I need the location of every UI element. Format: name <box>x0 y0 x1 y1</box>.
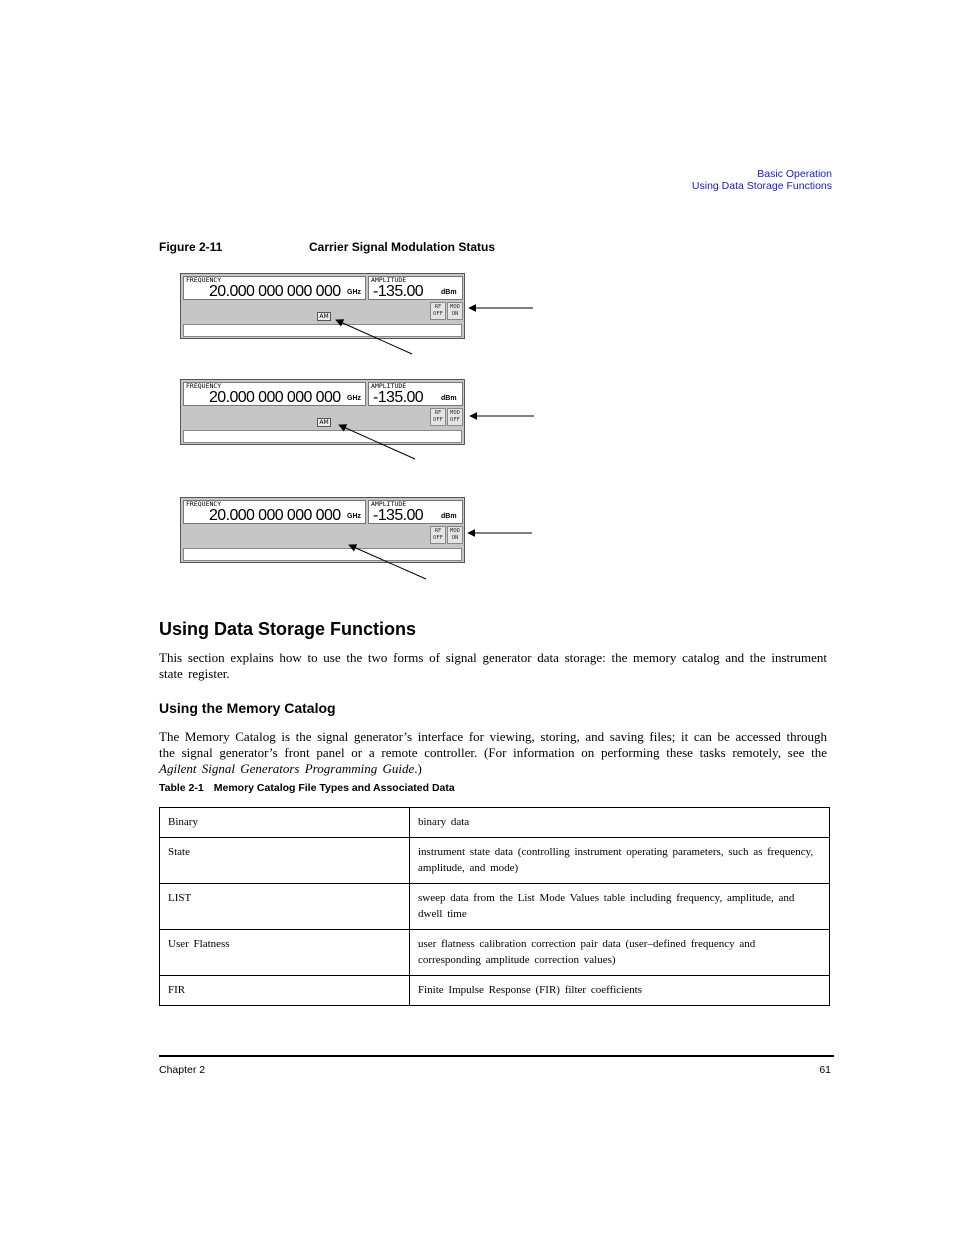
amplitude-value: -135.00 <box>373 507 424 524</box>
subsection-heading: Using the Memory Catalog <box>159 700 336 716</box>
data-cell: binary data <box>410 808 830 838</box>
file-type-cell: FIR <box>160 976 410 1006</box>
amplitude-unit: dBm <box>441 289 457 296</box>
figure-number: Figure 2-11 <box>159 240 223 254</box>
table-row <box>160 838 830 884</box>
data-cell: user flatness calibration correction pair data (user–defined frequency and corresponding amplitude correction values) <box>410 930 830 976</box>
amplitude-unit: dBm <box>441 513 457 520</box>
frequency-unit: GHz <box>347 395 361 402</box>
data-cell: sweep data from the List Mode Values table including frequency, amplitude, and dwell time <box>410 884 830 930</box>
data-cell: Finite Impulse Response (FIR) filter coefficients <box>410 976 830 1006</box>
arrow-am-2 <box>339 425 415 459</box>
frequency-unit: GHz <box>347 513 361 520</box>
table-row <box>160 884 830 930</box>
table-row <box>160 930 830 976</box>
memory-catalog-table <box>159 807 830 1006</box>
arrow-no-annunciator-3 <box>349 545 426 579</box>
am-annunciator: AM <box>317 418 331 427</box>
rf-status-indicator: RF OFF <box>430 302 446 320</box>
rf-status-indicator: RF OFF <box>430 408 446 426</box>
frequency-label: FREQUENCY <box>186 500 222 508</box>
paragraph-text: The Memory Catalog is the signal generator’s interface for viewing, storing, and saving files; it can be accessed through the signal generator’s front panel or a remote controller. (For information on performing these tasks remotely, see the <box>159 729 827 760</box>
memory-catalog-paragraph <box>159 729 827 777</box>
file-type-cell: User Flatness <box>160 930 410 976</box>
frequency-unit: GHz <box>347 289 361 296</box>
amplitude-value: -135.00 <box>373 283 424 300</box>
table-title: Memory Catalog File Types and Associated Data <box>213 782 455 794</box>
frequency-value: 20.000 000 000 000 <box>209 389 341 406</box>
mod-status-indicator: MOD ON <box>447 302 463 320</box>
arrow-am-1 <box>336 320 412 354</box>
section-intro: This section explains how to use the two forms of signal generator data storage: the memory catalog and the instrument state register. <box>159 650 827 681</box>
table-row <box>160 976 830 1006</box>
file-type-cell: State <box>160 838 410 884</box>
amplitude-label: AMPLITUDE <box>371 500 407 508</box>
paragraph-end: .) <box>414 761 422 776</box>
frequency-value: 20.000 000 000 000 <box>209 283 341 300</box>
mod-status-indicator: MOD OFF <box>447 408 463 426</box>
file-type-cell: Binary <box>160 808 410 838</box>
mod-status-indicator: MOD ON <box>447 526 463 544</box>
table-row <box>160 808 830 838</box>
am-annunciator: AM <box>317 312 331 321</box>
rf-status-indicator: RF OFF <box>430 526 446 544</box>
amplitude-unit: dBm <box>441 395 457 402</box>
footer-rule <box>159 1055 834 1057</box>
header-subsection: Using Data Storage Functions <box>691 180 832 192</box>
frequency-value: 20.000 000 000 000 <box>209 507 341 524</box>
page-number: 61 <box>819 1064 831 1076</box>
figure-title: Carrier Signal Modulation Status <box>309 240 496 254</box>
amplitude-label: AMPLITUDE <box>371 276 407 284</box>
table-caption <box>159 782 455 794</box>
frequency-label: FREQUENCY <box>186 276 222 284</box>
header-section: Basic Operation <box>757 168 832 180</box>
frequency-label: FREQUENCY <box>186 382 222 390</box>
file-type-cell: LIST <box>160 884 410 930</box>
amplitude-label: AMPLITUDE <box>371 382 407 390</box>
guide-title: Agilent Signal Generators Programming Guide <box>159 761 415 776</box>
table-number: Table 2-1 <box>159 782 204 794</box>
data-cell: instrument state data (controlling instrument operating parameters, such as frequency, amplitude, and mode) <box>410 838 830 884</box>
amplitude-value: -135.00 <box>373 389 424 406</box>
section-heading: Using Data Storage Functions <box>159 619 417 639</box>
footer-chapter: Chapter 2 <box>159 1064 206 1076</box>
